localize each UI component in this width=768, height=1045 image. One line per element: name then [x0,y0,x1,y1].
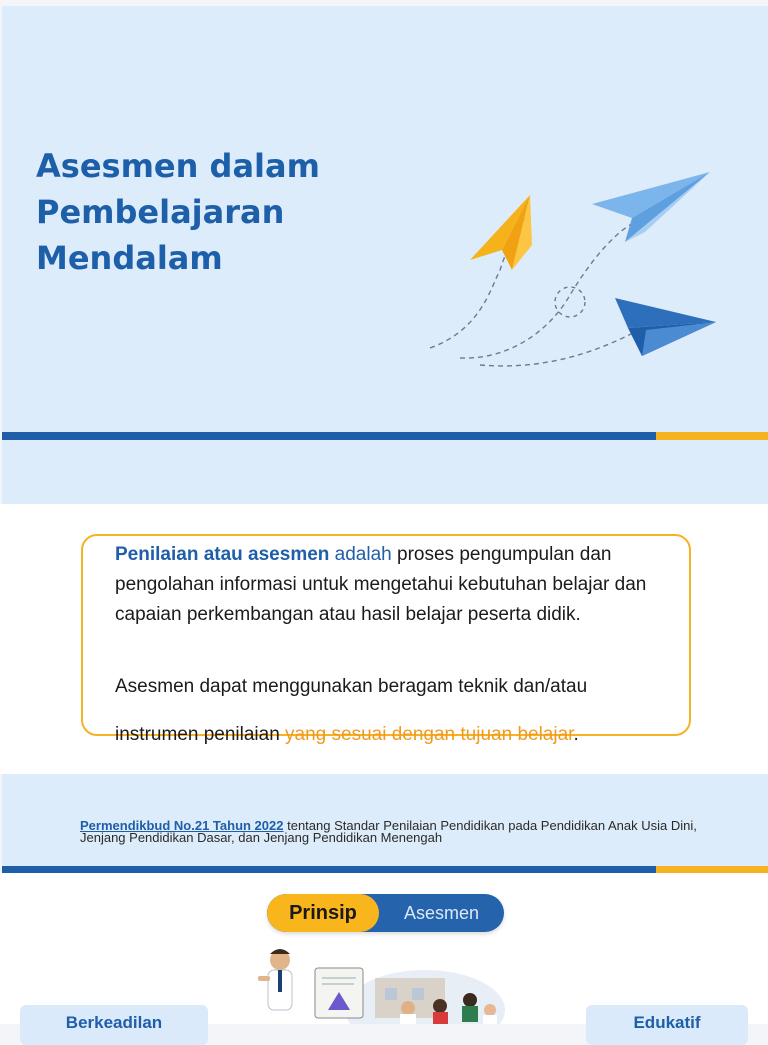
light-blue-paper-plane-icon [592,172,710,242]
title-line-2: Pembelajaran [36,193,285,231]
definition-term: Penilaian atau asesmen [115,544,330,565]
principle-card-edukatif: Edukatif [586,1005,748,1045]
pill-label-prinsip: Prinsip [267,894,379,932]
reference-note [80,820,720,844]
teacher-figure-icon [258,949,292,1010]
principle-card-berkeadilan: Berkeadilan [20,1005,208,1045]
title-line-1: Asesmen dalam [36,147,320,185]
divider-stripe-blue [2,866,656,873]
definition-paragraph [115,540,675,630]
loop-dashes [555,287,585,317]
definition-text: proses pengumpulan dan pengolahan informasi untuk mengetahui kebutuhan belajar dan capaian perkembangan atau hasil belajar peserta didik. [115,544,647,625]
divider-stripe-blue [2,432,656,440]
section-heading-pill [267,894,504,932]
instrument-paragraph [115,720,675,750]
instrument-end: . [573,724,579,745]
divider-stripe-gold [656,866,768,873]
technique-paragraph: Asesmen dapat menggunakan beragam teknik dan/atau [115,676,588,697]
yellow-paper-plane-icon [470,195,532,270]
reference-text: tentang Standar Penilaian Pendidikan pada Pendidikan Anak Usia Dini, Jenjang Pendidikan Dasar, dan Jenjang Pendidikan Menengah [80,818,697,845]
slide-title [36,143,366,281]
classroom-illustration [240,940,520,1024]
instrument-highlight: yang sesuai dengan tujuan belajar [285,724,574,745]
pill-label-asesmen: Asesmen [403,903,480,923]
definition-verb: adalah [334,544,392,565]
divider-stripe-gold [656,432,768,440]
dark-blue-paper-plane-icon [615,298,716,356]
title-line-3: Mendalam [36,239,223,277]
instrument-text: instrumen penilaian [115,724,286,745]
reference-link[interactable]: Permendikbud No.21 Tahun 2022 [80,818,284,833]
flight-path-dashes [480,332,635,366]
paper-planes-illustration [420,160,740,380]
